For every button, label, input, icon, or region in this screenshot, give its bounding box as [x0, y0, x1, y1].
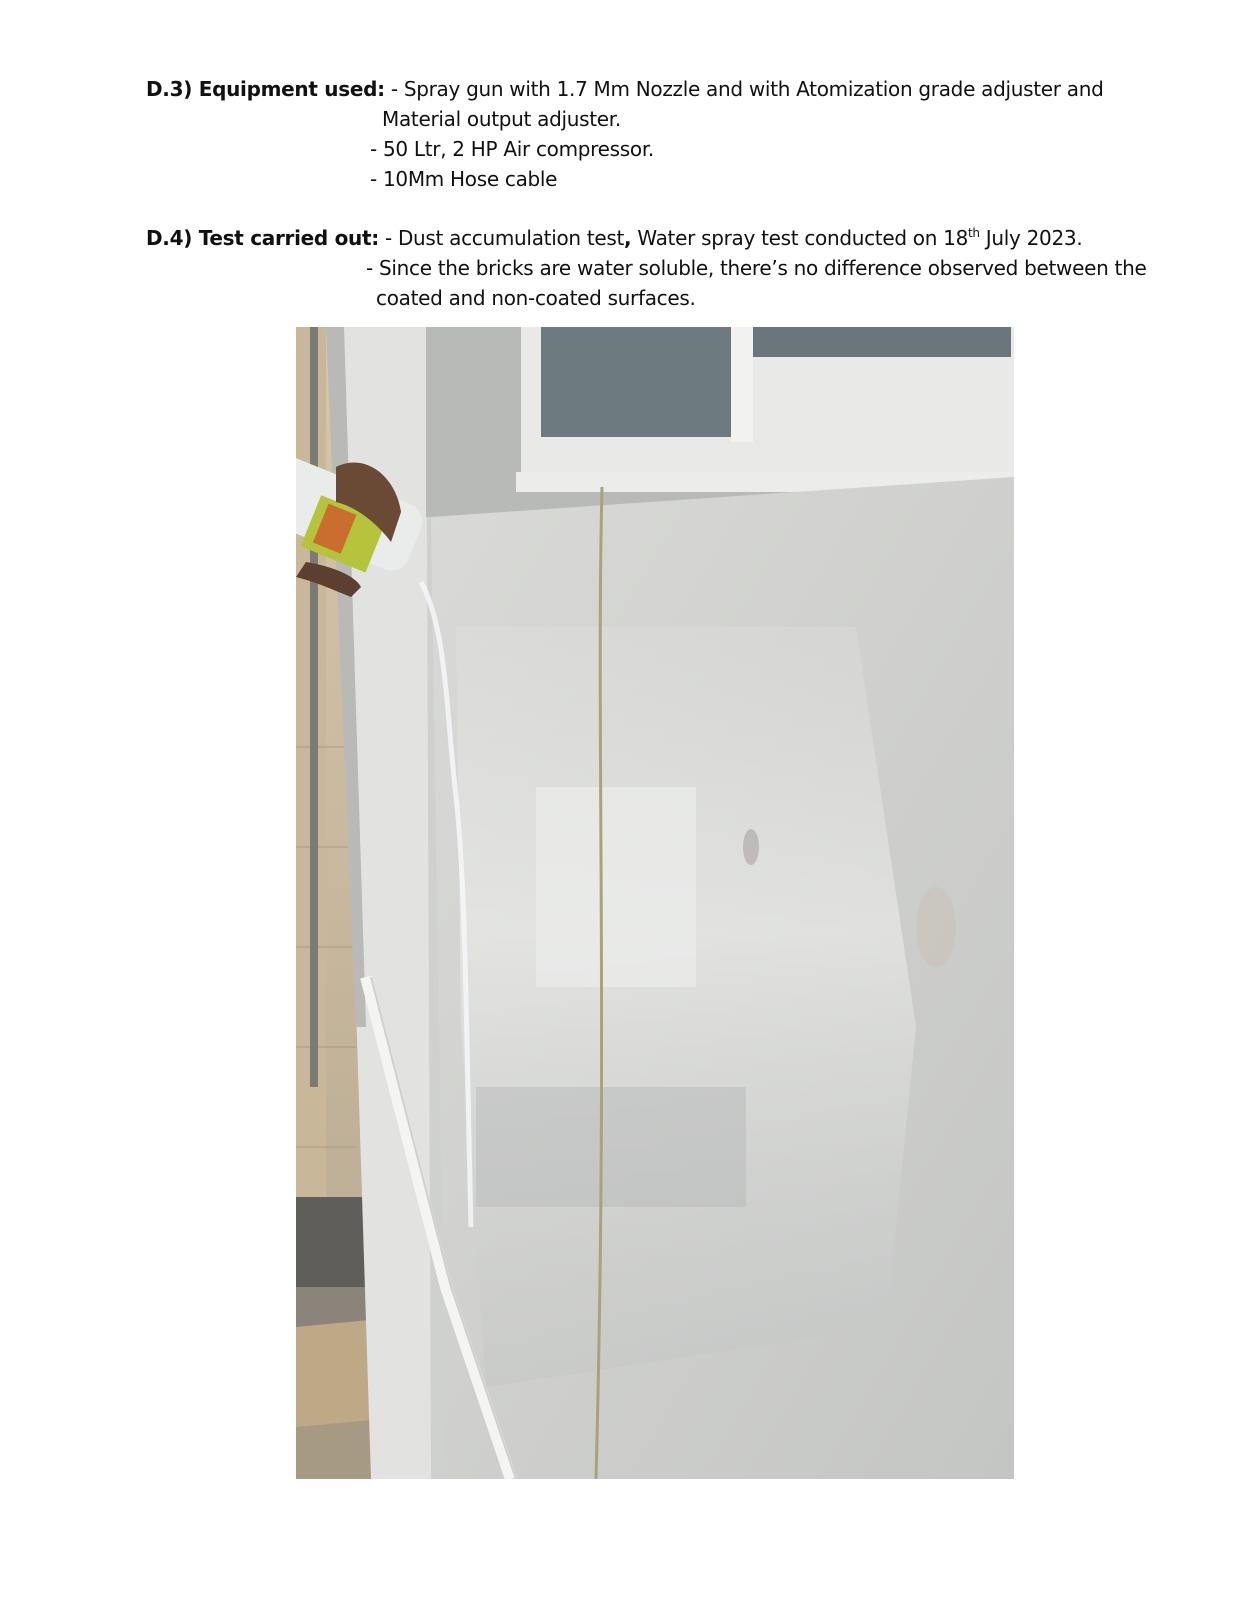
- d3-item-3: - 10Mm Hose cable: [370, 167, 558, 191]
- d4-line1-prefix: - Dust accumulation test: [384, 226, 625, 250]
- d4-line2: - Since the bricks are water soluble, there’s no difference observed between the: [366, 256, 1147, 280]
- d4-line1-mid: Water spray test conducted on 18: [631, 226, 969, 250]
- d4-line1-sup: th: [968, 226, 980, 240]
- d4-heading: D.4) Test carried out:: [146, 226, 379, 250]
- d3-item-1: - Spray gun with 1.7 Mm Nozzle and with Atomization grade adjuster and: [390, 77, 1104, 101]
- wall-water-test-photo: [296, 327, 1014, 1479]
- d4-line3: coated and non-coated surfaces.: [376, 286, 696, 310]
- d3-item-2: - 50 Ltr, 2 HP Air compressor.: [370, 137, 654, 161]
- d4-line1-suffix: July 2023.: [979, 226, 1083, 250]
- d4-line1-comma: ,: [624, 226, 632, 250]
- d3-item-1-cont: Material output adjuster.: [382, 107, 621, 131]
- d3-heading: D.3) Equipment used:: [146, 77, 385, 101]
